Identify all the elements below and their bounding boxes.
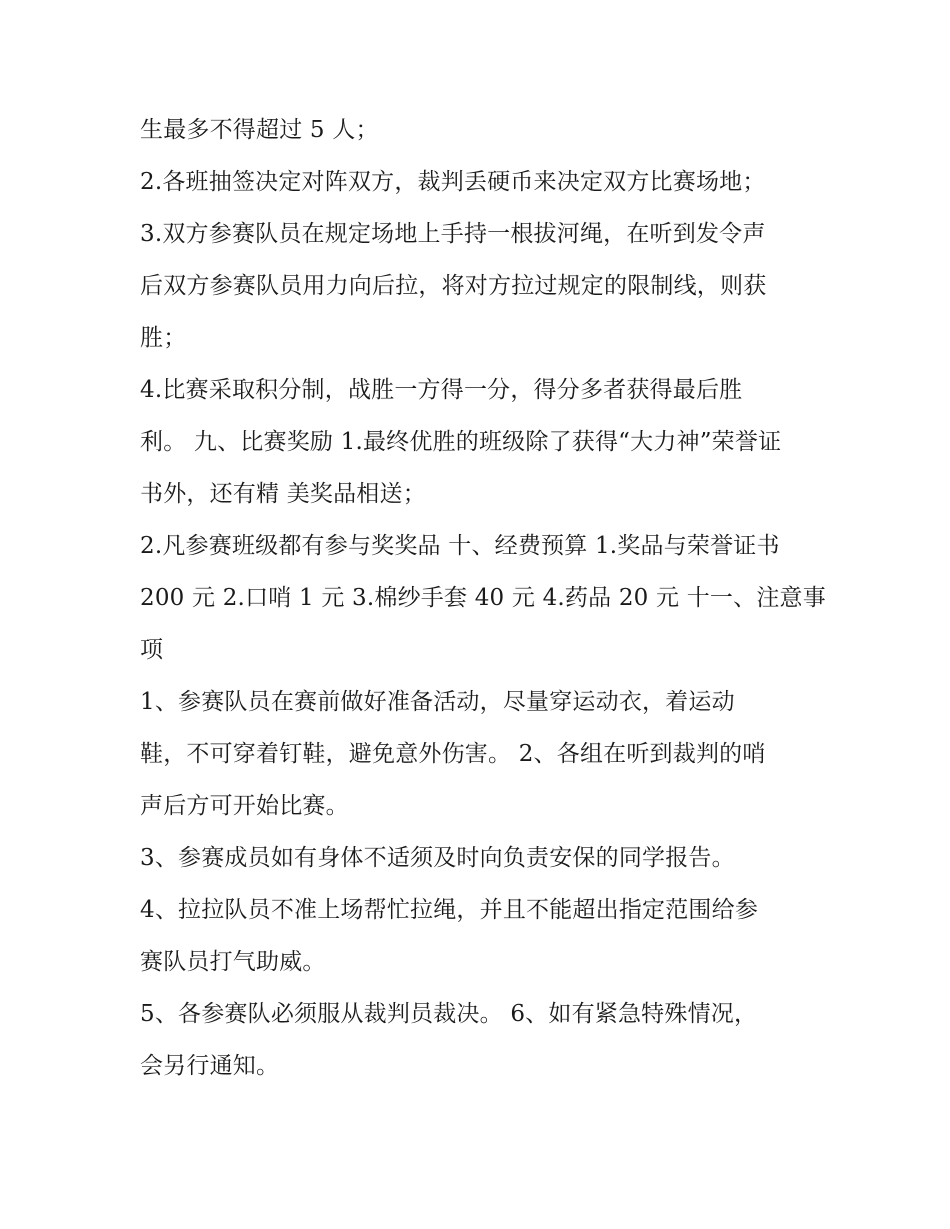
text-line: 会另行通知。 [140,1053,280,1079]
text-line: 2.凡参赛班级都有参与奖奖品 十、经费预算 1.奖品与荣誉证书 [140,533,780,559]
text-line: 声后方可开始比赛。 [140,793,349,819]
text-line: 利。 九、比赛奖励 1.最终优胜的班级除了获得“大力神”荣誉证 [140,429,782,455]
text-line: 4.比赛采取积分制，战胜一方得一分，得分多者获得最后胜 [140,377,743,403]
text-line: 书外，还有精 美奖品相送； [140,481,426,507]
body-text [140,104,826,1092]
text-line: 胜； [140,325,187,351]
text-line: 赛队员打气助威。 [140,949,326,975]
text-line: 生最多不得超过 5 人； [140,117,379,143]
text-line: 3、参赛成员如有身体不适须及时向负责安保的同学报告。 [140,845,735,871]
text-line: 4、拉拉队员不准上场帮忙拉绳，并且不能超出指定范围给参 [140,897,759,923]
text-line: 1、参赛队员在赛前做好准备活动，尽量穿运动衣，着运动 [140,689,735,715]
text-line: 2.各班抽签决定对阵双方，裁判丢硬币来决定双方比赛场地； [140,169,766,195]
text-line: 5、各参赛队必须服从裁判员裁决。 6、如有紧急特殊情况， [140,1001,758,1027]
text-line: 后双方参赛队员用力向后拉，将对方拉过规定的限制线，则获 [140,273,767,299]
text-line: 3.双方参赛队员在规定场地上手持一根拔河绳，在听到发令声 [140,221,766,247]
text-line: 项 [140,637,164,663]
text-line: 200 元 2.口哨 1 元 3.棉纱手套 40 元 4.药品 20 元 十一、注意事 [140,585,826,611]
text-line: 鞋，不可穿着钉鞋，避免意外伤害。 2、各组在听到裁判的哨 [140,741,766,767]
